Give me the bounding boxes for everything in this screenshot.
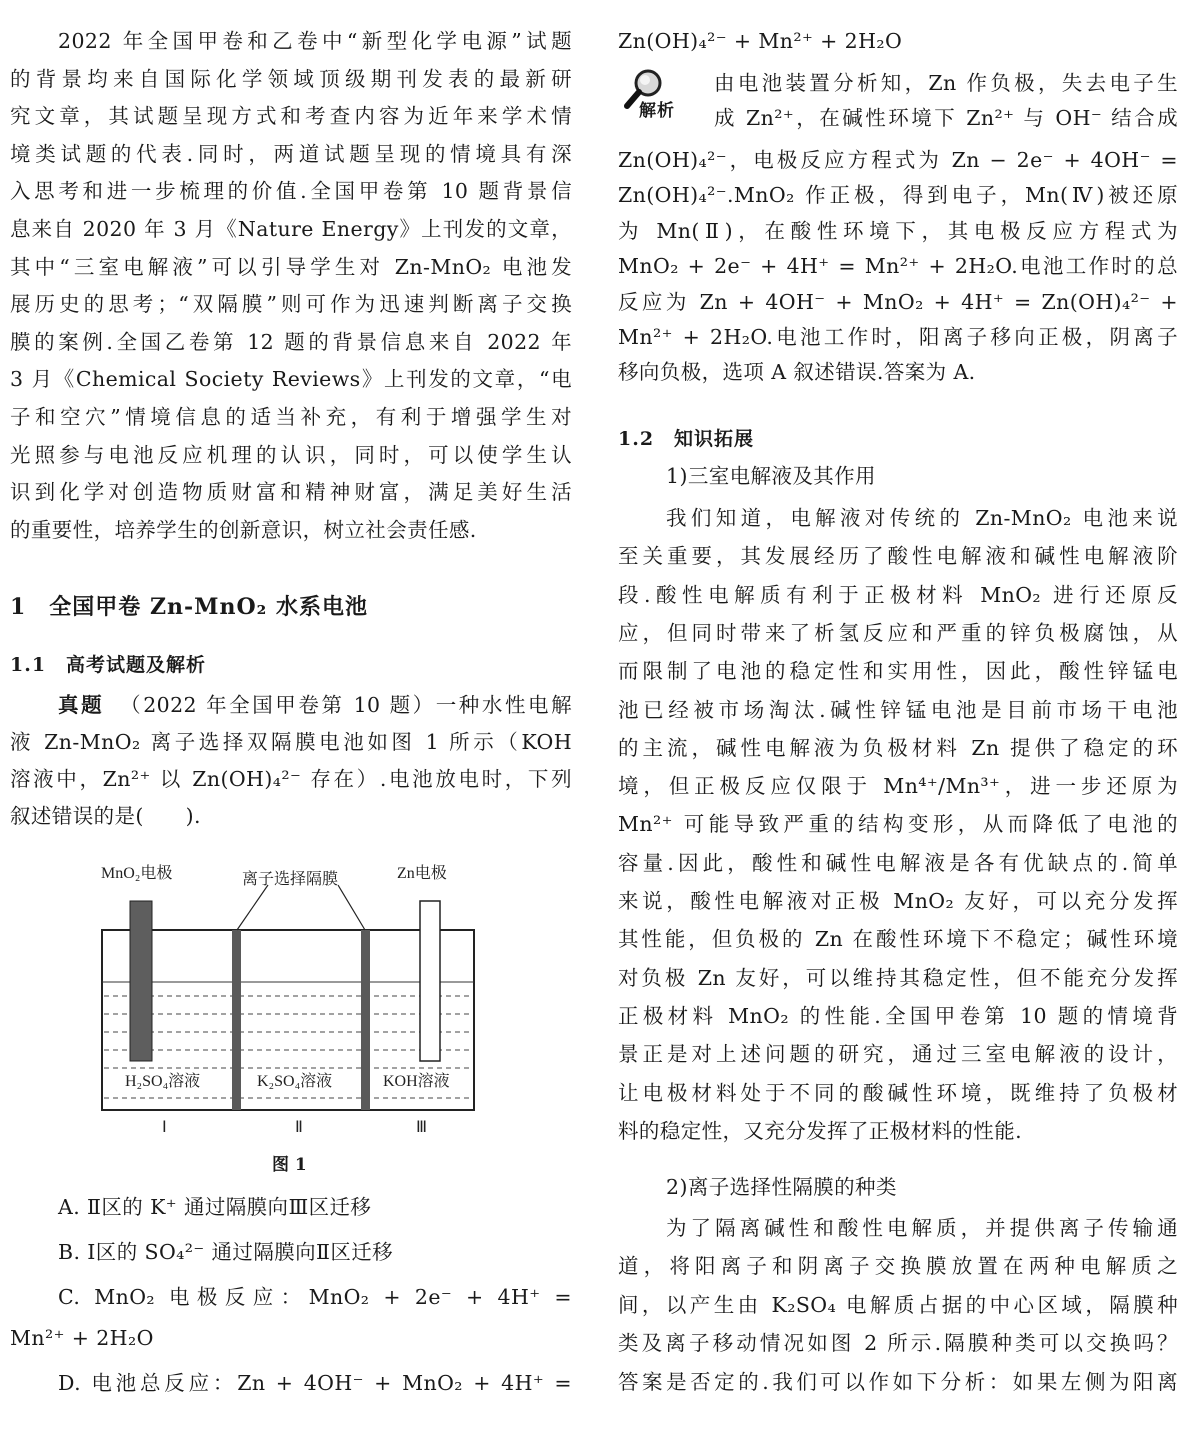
question-line-2: 液 Zn-MnO₂ 离子选择双隔膜电池如图 1 所示（KOH xyxy=(10,730,572,754)
solution-2-label: K₂SO₄溶液 xyxy=(257,1073,333,1090)
solution-1-label: H₂SO₄溶液 xyxy=(125,1073,201,1090)
question-line-4: 叙述错误的是( ). xyxy=(10,804,201,828)
question-line-1: 真题 （2022 年全国甲卷第 10 题）一种水性电解 xyxy=(10,690,572,720)
right-membrane xyxy=(361,930,370,1110)
subsection-1-line-6: 池已经被市场淘汰.碱性锌锰电池是目前市场干电池 xyxy=(618,697,1178,722)
intro-line-5: 入思考和进一步梳理的价值.全国甲卷第 10 题背景信 xyxy=(10,179,572,204)
subsection-1-line-10: 容量.因此，酸性和碱性电解液是各有优缺点的.简单 xyxy=(618,850,1178,875)
subsection-1-line-12: 其性能，但负极的 Zn 在酸性环境下不稳定；碱性环境 xyxy=(618,927,1178,952)
region-1-label: Ⅰ xyxy=(162,1119,167,1136)
section-1-2-heading: 1.2 知识拓展 xyxy=(618,428,755,450)
option-c-continued: Mn²⁺ + 2H₂O xyxy=(10,1326,154,1350)
mno2-electrode-label: MnO₂电极 xyxy=(101,865,173,882)
subsection-1-line-7: 的主流，碱性电解液为负极材料 Zn 提供了稳定的环 xyxy=(618,735,1178,760)
option-a: A. Ⅱ区的 K⁺ 通过隔膜向Ⅲ区迁移 xyxy=(58,1195,372,1219)
subsection-1-line-14: 正极材料 MnO₂ 的性能.全国甲卷第 10 题的情境背 xyxy=(618,1003,1178,1028)
subsection-1-line-4: 应，但同时带来了析氢反应和严重的锌负极腐蚀，从 xyxy=(618,620,1178,645)
section-1-heading: 1 全国甲卷 Zn-MnO₂ 水系电池 xyxy=(10,594,368,620)
option-d: D. 电池总反应：Zn + 4OH⁻ + MnO₂ + 4H⁺ = xyxy=(58,1371,572,1395)
left-membrane xyxy=(232,930,241,1110)
intro-line-1: 2022 年全国甲卷和乙卷中“新型化学电源”试题 xyxy=(58,29,572,53)
analysis-line-6: MnO₂ + 2e⁻ + 4H⁺ = Mn²⁺ + 2H₂O.电池工作时的总 xyxy=(618,254,1178,279)
subsection-2-line-1: 为了隔离碱性和酸性电解质，并提供离子传输通 xyxy=(666,1216,1178,1240)
intro-line-3: 究文章，其试题呈现方式和考查内容为近年来学术情 xyxy=(10,104,572,129)
analysis-line-4: Zn(OH)₄²⁻.MnO₂ 作正极，得到电子，Mn(Ⅳ)被还原 xyxy=(618,183,1178,208)
membrane-leader-left xyxy=(237,885,268,930)
subsection-1-line-5: 而限制了电池的稳定性和实用性，因此，酸性锌锰电 xyxy=(618,659,1178,684)
intro-line-10: 3 月《Chemical Society Reviews》上刊发的文章，“电 xyxy=(10,367,572,392)
analysis-line-2: 成 Zn²⁺，在碱性环境下 Zn²⁺ 与 OH⁻ 结合成 xyxy=(714,106,1178,130)
subsection-1-heading: 1)三室电解液及其作用 xyxy=(666,464,876,488)
section-1-1-heading: 1.1 高考试题及解析 xyxy=(10,654,207,676)
analysis-line-5: 为 Mn(Ⅱ)，在酸性环境下，其电极反应方程式为 xyxy=(618,218,1178,243)
subsection-1-line-17: 料的稳定性，又充分发挥了正极材料的性能. xyxy=(618,1118,1023,1143)
analysis-line-1: 由电池装置分析知，Zn 作负极，失去电子生 xyxy=(714,71,1178,95)
subsection-1-line-15: 景正是对上述问题的研究，通过三室电解液的设计， xyxy=(618,1042,1178,1067)
analysis-line-9: 移向负极，选项 A 叙述错误.答案为 A. xyxy=(618,360,976,385)
subsection-2-line-5: 答案是否定的.我们可以作如下分析：如果左侧为阳离 xyxy=(618,1369,1178,1394)
subsection-2-heading: 2)离子选择性隔膜的种类 xyxy=(666,1175,897,1199)
analysis-line-8: Mn²⁺ + 2H₂O.电池工作时，阳离子移向正极，阴离子 xyxy=(618,325,1178,349)
intro-line-14: 的重要性，培养学生的创新意识，树立社会责任感. xyxy=(10,517,477,542)
subsection-1-line-2: 至关重要，其发展经历了酸性电解液和碱性电解液阶 xyxy=(618,544,1178,569)
region-3-label: Ⅲ xyxy=(416,1119,428,1136)
subsection-1-line-1: 我们知道，电解液对传统的 Zn-MnO₂ 电池来说 xyxy=(666,506,1178,530)
intro-line-13: 识到化学对创造物质财富和精神财富，满足美好生活 xyxy=(10,480,572,505)
figure-1-caption: 图 1 xyxy=(272,1155,307,1175)
option-b: B. Ⅰ区的 SO₄²⁻ 通过隔膜向Ⅱ区迁移 xyxy=(58,1240,394,1264)
subsection-1-line-8: 境，但正极反应仅限于 Mn⁴⁺/Mn³⁺，进一步还原为 xyxy=(618,774,1178,799)
analysis-label: 解析 xyxy=(639,101,675,121)
analysis-line-7: 反应为 Zn + 4OH⁻ + MnO₂ + 4H⁺ = Zn(OH)₄²⁻ + xyxy=(618,289,1178,314)
membrane-label: 离子选择隔膜 xyxy=(242,871,339,888)
subsection-2-line-3: 间，以产生由 K₂SO₄ 电解质占据的中心区域，隔膜种 xyxy=(618,1292,1178,1317)
zn-electrode xyxy=(420,901,440,1061)
subsection-2-line-2: 道，将阳离子和阴离子交换膜放置在两种电解质之 xyxy=(618,1254,1178,1279)
solution-3-label: KOH溶液 xyxy=(383,1073,450,1090)
analysis-line-3: Zn(OH)₄²⁻，电极反应方程式为 Zn − 2e⁻ + 4OH⁻ = xyxy=(618,148,1178,172)
mno2-electrode xyxy=(130,901,152,1061)
intro-line-9: 膜的案例.全国乙卷第 12 题的背景信息来自 2022 年 xyxy=(10,329,572,354)
option-c: C. MnO₂ 电极反应：MnO₂ + 2e⁻ + 4H⁺ = xyxy=(58,1285,572,1309)
figure-1-battery-diagram xyxy=(90,848,490,1148)
option-d-continued: Zn(OH)₄²⁻ + Mn²⁺ + 2H₂O xyxy=(618,29,903,53)
subsection-1-line-13: 对负极 Zn 友好，可以维持其稳定性，但不能充分发挥 xyxy=(618,965,1178,990)
intro-line-7: 其中“三室电解液”可以引导学生对 Zn-MnO₂ 电池发 xyxy=(10,254,572,279)
intro-line-11: 子和空穴”情境信息的适当补充，有利于增强学生对 xyxy=(10,405,572,429)
subsection-1-line-11: 来说，酸性电解液对正极 MnO₂ 友好，可以充分发挥 xyxy=(618,889,1178,913)
subsection-1-line-9: Mn²⁺ 可能导致严重的结构变形，从而降低了电池的 xyxy=(618,812,1178,837)
intro-line-6: 息来自 2020 年 3 月《Nature Energy》上刊发的文章， xyxy=(10,217,572,241)
intro-line-8: 展历史的思考；“双隔膜”则可作为迅速判断离子交换 xyxy=(10,292,572,317)
question-line-3: 溶液中，Zn²⁺ 以 Zn(OH)₄²⁻ 存在）.电池放电时，下列 xyxy=(10,767,572,791)
zn-electrode-label: Zn电极 xyxy=(397,865,447,882)
question-label: 真题 xyxy=(58,693,105,717)
subsection-1-line-16: 让电极材料处于不同的酸碱性环境，既维持了负极材 xyxy=(618,1080,1178,1105)
intro-line-2: 的背景均来自国际化学领域顶级期刊发表的最新研 xyxy=(10,66,572,91)
region-2-label: Ⅱ xyxy=(295,1119,303,1136)
membrane-leader-right xyxy=(338,885,365,930)
intro-line-12: 光照参与电池反应机理的认识，同时，可以使学生认 xyxy=(10,442,572,467)
intro-line-4: 境类试题的代表.同时，两道试题呈现的情境具有深 xyxy=(10,141,572,166)
subsection-2-line-4: 类及离子移动情况如图 2 所示.隔膜种类可以交换吗？ xyxy=(618,1331,1178,1356)
subsection-1-line-3: 段.酸性电解质有利于正极材料 MnO₂ 进行还原反 xyxy=(618,582,1178,607)
